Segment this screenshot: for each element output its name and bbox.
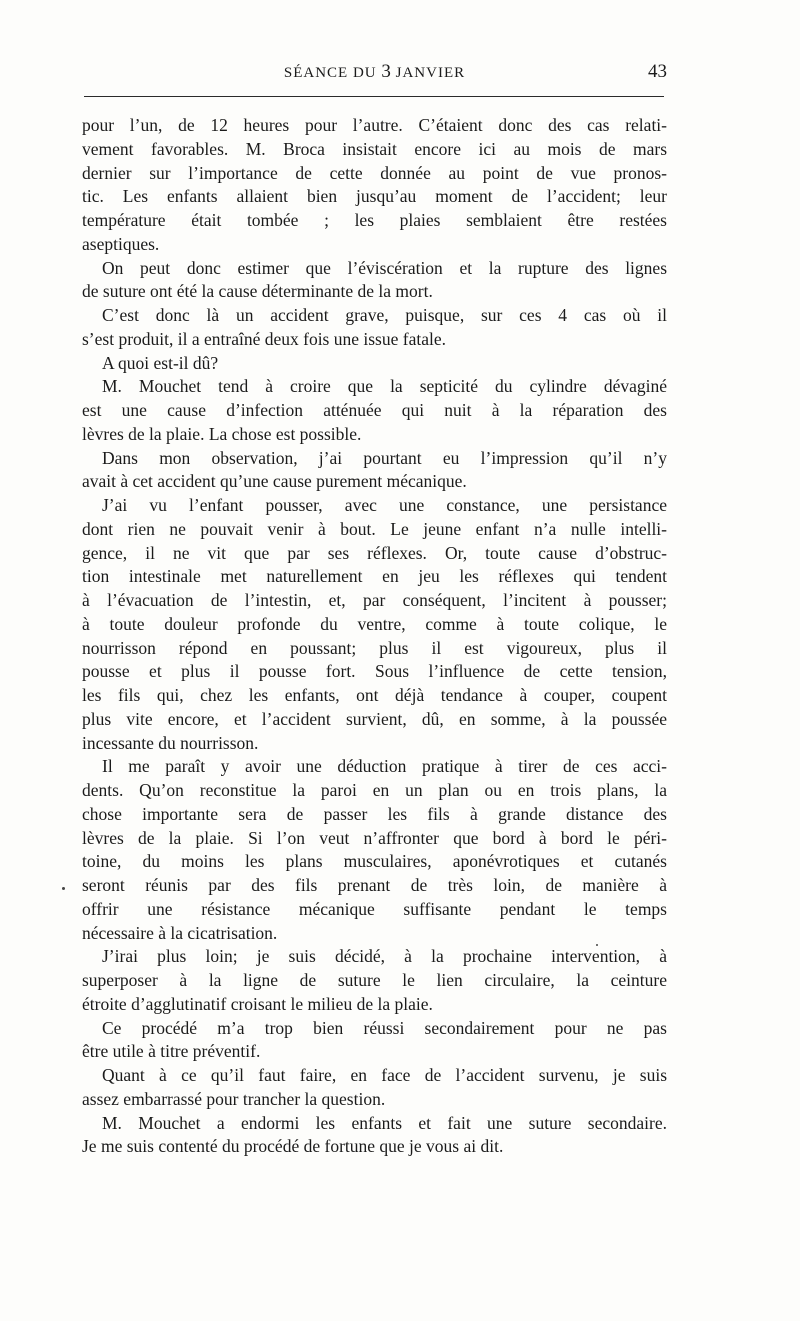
- text-line: Dans mon observation, j’ai pourtant eu l’impression qu’il n’y: [102, 447, 667, 468]
- text-line: lèvres de la plaie. La chose est possible.: [82, 423, 362, 444]
- running-title-suffix: JANVIER: [390, 65, 466, 81]
- text-line: J’irai plus loin; je suis décidé, à la prochaine intervention, à: [102, 946, 667, 967]
- text-line: les fils qui, chez les enfants, ont déjà tendance à couper, coupent: [82, 685, 667, 705]
- text-line: tion intestinale met naturellement en jeu les réflexes qui tendent: [82, 566, 667, 587]
- running-head: [82, 60, 667, 84]
- text-line: assez embarrassé pour trancher la question.: [82, 1088, 386, 1109]
- text-line: Quant à ce qu’il faut faire, en face de l’accident survenu, je suis: [102, 1065, 667, 1085]
- running-title-prefix: SÉANCE DU: [283, 65, 382, 81]
- text-line: incessante du nourrisson.: [82, 732, 259, 753]
- text-line: dont rien ne pouvait venir à bout. Le jeune enfant n’a nulle intelli-: [82, 518, 667, 539]
- text-line: gence, il ne vit que par ses réflexes. Or, toute cause d’obstruc-: [82, 542, 667, 563]
- text-line: aseptiques.: [82, 233, 160, 254]
- text-line: être utile à titre préventif.: [82, 1041, 261, 1062]
- text-line: toine, du moins les plans musculaires, aponévrotiques et cutanés: [82, 851, 667, 872]
- page-number: 43: [648, 61, 667, 82]
- text-line: dernier sur l’importance de cette donnée au point de vue pronos-: [82, 162, 667, 183]
- text-line: avait à cet accident qu’une cause purement mécanique.: [82, 471, 467, 492]
- text-line: A quoi est-il dû?: [102, 352, 219, 373]
- text-line: superposer à la ligne de suture le lien circulaire, la ceinture: [82, 970, 667, 990]
- text-line: nécessaire à la cicatrisation.: [82, 922, 278, 943]
- text-line: dents. Qu’on reconstitue la paroi en un plan ou en trois plans, la: [82, 780, 667, 800]
- text-line: Je me suis contenté du procédé de fortune que je vous ai dit.: [82, 1136, 504, 1157]
- header-rule: [84, 96, 664, 97]
- margin-speck: [596, 944, 598, 946]
- text-line: C’est donc là un accident grave, puisque, sur ces 4 cas où il: [102, 305, 667, 325]
- text-line: plus vite encore, et l’accident survient, dû, en somme, à la poussée: [82, 708, 667, 729]
- text-line: s’est produit, il a entraîné deux fois une issue fatale.: [82, 328, 446, 349]
- text-line: vement favorables. M. Broca insistait encore ici au mois de mars: [82, 138, 667, 159]
- text-line: J’ai vu l’enfant pousser, avec une constance, une persistance: [102, 495, 667, 515]
- body-text: [82, 114, 667, 1159]
- text-line: pour l’un, de 12 heures pour l’autre. C’étaient donc des cas relati-: [82, 115, 667, 135]
- running-title-day: 3: [381, 61, 391, 82]
- text-line: seront réunis par des fils prenant de très loin, de manière à: [82, 875, 667, 895]
- text-line: On peut donc estimer que l’éviscération et la rupture des lignes: [102, 257, 667, 278]
- text-line: température était tombée ; les plaies semblaient être restées: [82, 210, 667, 230]
- running-title: [82, 60, 667, 85]
- text-line: M. Mouchet tend à croire que la septicité du cylindre dévaginé: [102, 376, 667, 397]
- text-line: M. Mouchet a endormi les enfants et fait une suture secondaire.: [102, 1112, 667, 1133]
- text-line: Il me paraît y avoir une déduction pratique à tirer de ces acci-: [102, 756, 667, 777]
- text-line: nourrisson répond en poussant; plus il est vigoureux, plus il: [82, 637, 667, 658]
- margin-speck: [62, 887, 65, 890]
- text-line: à l’évacuation de l’intestin, et, par conséquent, l’incitent à pousser;: [82, 590, 667, 610]
- text-line: pousse et plus il pousse fort. Sous l’influence de cette tension,: [82, 661, 667, 682]
- text-line: chose importante sera de passer les fils à grande distance des: [82, 803, 667, 824]
- text-line: à toute douleur profonde du ventre, comme à toute colique, le: [82, 613, 667, 634]
- text-line: offrir une résistance mécanique suffisante pendant le temps: [82, 898, 667, 919]
- text-line: lèvres de la plaie. Si l’on veut n’affronter que bord à bord le péri-: [82, 827, 667, 848]
- text-line: étroite d’agglutinatif croisant le milieu de la plaie.: [82, 993, 433, 1014]
- text-line: Ce procédé m’a trop bien réussi secondairement pour ne pas: [102, 1017, 667, 1038]
- text-line: est une cause d’infection atténuée qui nuit à la réparation des: [82, 400, 667, 420]
- text-line: de suture ont été la cause déterminante de la mort.: [82, 281, 433, 302]
- text-line: tic. Les enfants allaient bien jusqu’au moment de l’accident; leur: [82, 186, 667, 207]
